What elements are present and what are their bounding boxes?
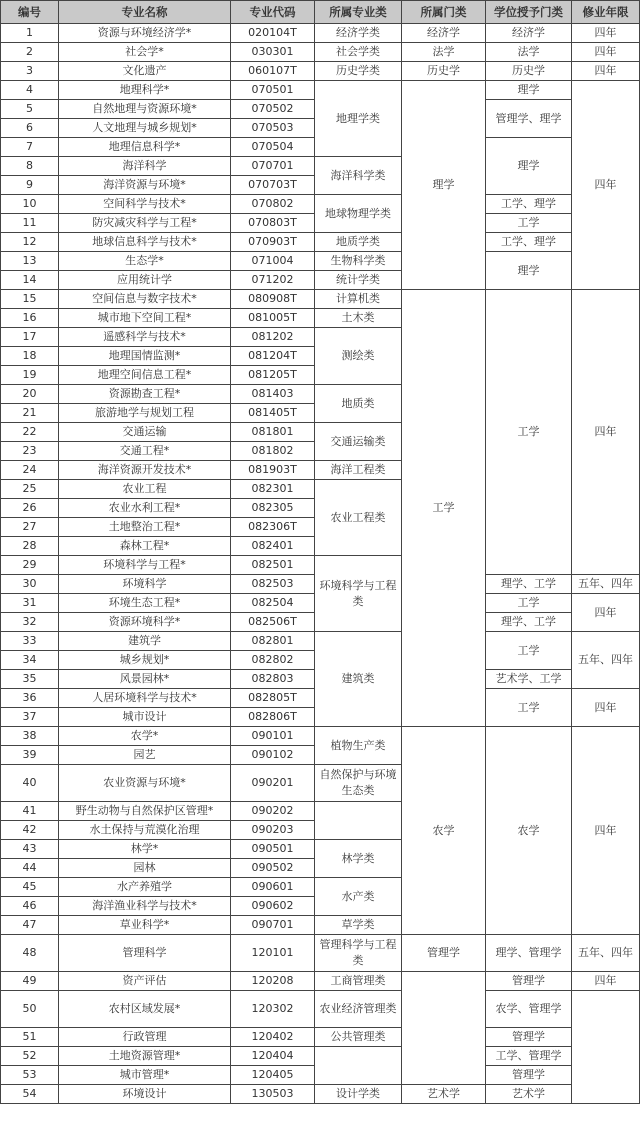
degree-category-merged-cell: 理学: [486, 81, 572, 100]
header-major-class: 所属专业类: [315, 1, 402, 24]
major-name-cell: 自然地理与资源环境*: [59, 100, 231, 119]
major-code-cell: 090501: [231, 840, 315, 859]
row-index-cell: 4: [1, 81, 59, 100]
category-merged-cell: 理学: [402, 81, 486, 290]
major-name-cell: 林学*: [59, 840, 231, 859]
major-name-cell: 城市地下空间工程*: [59, 309, 231, 328]
major-code-cell: 070703T: [231, 176, 315, 195]
table-header: [1, 1, 640, 24]
duration-merged-cell: 四年: [572, 81, 640, 290]
major-code-cell: 120402: [231, 1028, 315, 1047]
major-class-merged-cell: 地球物理学类: [315, 195, 402, 233]
major-class-merged-cell: 计算机类: [315, 290, 402, 309]
major-class-merged-cell: 自然保护与环境生态类: [315, 765, 402, 802]
row-index-cell: 49: [1, 972, 59, 991]
row-index-cell: 16: [1, 309, 59, 328]
major-name-cell: 资产评估: [59, 972, 231, 991]
duration-merged-cell: 四年: [572, 689, 640, 727]
row-index-cell: 39: [1, 746, 59, 765]
row-index-cell: 45: [1, 878, 59, 897]
major-name-cell: 海洋科学: [59, 157, 231, 176]
table-row: [1, 972, 640, 991]
major-name-cell: 土地资源管理*: [59, 1047, 231, 1066]
major-code-cell: 081205T: [231, 366, 315, 385]
row-index-cell: 1: [1, 24, 59, 43]
major-code-cell: 070701: [231, 157, 315, 176]
major-class-merged-cell: 林学类: [315, 840, 402, 878]
degree-category-merged-cell: 管理学: [486, 1028, 572, 1047]
header-duration: 修业年限: [572, 1, 640, 24]
duration-merged-cell: 四年: [572, 972, 640, 991]
major-name-cell: 野生动物与自然保护区管理*: [59, 802, 231, 821]
degree-category-cell: 经济学: [486, 24, 572, 43]
header-degree-category: 学位授予门类: [486, 1, 572, 24]
row-index-cell: 33: [1, 632, 59, 651]
major-class-merged-cell: 公共管理类: [315, 1028, 402, 1047]
major-class-merged-cell: 地质类: [315, 385, 402, 423]
major-code-cell: 020104T: [231, 24, 315, 43]
major-class-merged-cell: 工商管理类: [315, 972, 402, 991]
major-code-cell: 082802: [231, 651, 315, 670]
table-row: [1, 62, 640, 81]
row-index-cell: 51: [1, 1028, 59, 1047]
row-index-cell: 30: [1, 575, 59, 594]
major-name-cell: 环境科学与工程*: [59, 556, 231, 575]
major-name-cell: 交通工程*: [59, 442, 231, 461]
row-index-cell: 13: [1, 252, 59, 271]
major-code-cell: 060107T: [231, 62, 315, 81]
major-name-cell: 人文地理与城乡规划*: [59, 119, 231, 138]
major-code-cell: 071202: [231, 271, 315, 290]
row-index-cell: 38: [1, 727, 59, 746]
major-code-cell: 120405: [231, 1066, 315, 1085]
table-row: [1, 1047, 640, 1066]
major-class-merged-cell: 海洋工程类: [315, 461, 402, 480]
major-name-cell: 农业资源与环境*: [59, 765, 231, 802]
header-major-code: 专业代码: [231, 1, 315, 24]
degree-category-merged-cell: 管理学: [486, 1066, 572, 1085]
major-code-cell: 090701: [231, 916, 315, 935]
table-row: [1, 935, 640, 972]
major-name-cell: 行政管理: [59, 1028, 231, 1047]
degree-category-merged-cell: 理学: [486, 138, 572, 195]
major-name-cell: 地球信息科学与技术*: [59, 233, 231, 252]
major-code-cell: 071004: [231, 252, 315, 271]
row-index-cell: 6: [1, 119, 59, 138]
major-name-cell: 防灾减灾科学与工程*: [59, 214, 231, 233]
degree-category-merged-cell: 管理学、理学: [486, 100, 572, 138]
major-name-cell: 水产养殖学: [59, 878, 231, 897]
major-class-merged-cell: 农业经济管理类: [315, 991, 402, 1028]
major-name-cell: 城乡规划*: [59, 651, 231, 670]
row-index-cell: 21: [1, 404, 59, 423]
major-class-merged-cell: 环境科学与工程类: [315, 556, 402, 632]
row-index-cell: 24: [1, 461, 59, 480]
row-index-cell: 23: [1, 442, 59, 461]
major-code-cell: 090602: [231, 897, 315, 916]
major-name-cell: 森林工程*: [59, 537, 231, 556]
row-index-cell: 11: [1, 214, 59, 233]
degree-category-merged-cell: 农学: [486, 727, 572, 935]
major-name-cell: 城市设计: [59, 708, 231, 727]
major-class-merged-cell: 生物科学类: [315, 252, 402, 271]
major-code-cell: 120101: [231, 935, 315, 972]
major-code-cell: 082506T: [231, 613, 315, 632]
major-name-cell: 农业工程: [59, 480, 231, 499]
major-name-cell: 管理科学: [59, 935, 231, 972]
degree-category-merged-cell: 工学、理学: [486, 195, 572, 214]
major-name-cell: 人居环境科学与技术*: [59, 689, 231, 708]
major-code-cell: 070502: [231, 100, 315, 119]
table-row: [1, 632, 640, 651]
duration-merged-cell: 五年、四年: [572, 632, 640, 689]
degree-category-cell: 历史学: [486, 62, 572, 81]
row-index-cell: 28: [1, 537, 59, 556]
row-index-cell: 3: [1, 62, 59, 81]
major-code-cell: 070503: [231, 119, 315, 138]
duration-merged-cell: 五年、四年: [572, 935, 640, 972]
major-name-cell: 农村区域发展*: [59, 991, 231, 1028]
row-index-cell: 41: [1, 802, 59, 821]
degree-category-merged-cell: 理学、工学: [486, 613, 572, 632]
major-class-merged-cell: 草学类: [315, 916, 402, 935]
major-code-cell: 082401: [231, 537, 315, 556]
major-class-merged-cell: 设计学类: [315, 1085, 402, 1104]
major-class-merged-cell: 测绘类: [315, 328, 402, 385]
major-code-cell: 082305: [231, 499, 315, 518]
duration-merged-cell: 四年: [572, 727, 640, 935]
duration-merged-cell: 四年: [572, 290, 640, 575]
row-index-cell: 29: [1, 556, 59, 575]
category-cell: 历史学: [402, 62, 486, 81]
degree-category-merged-cell: 工学: [486, 689, 572, 727]
row-index-cell: 54: [1, 1085, 59, 1104]
table-row: [1, 43, 640, 62]
table-row: [1, 24, 640, 43]
major-name-cell: 环境科学: [59, 575, 231, 594]
major-code-cell: 070903T: [231, 233, 315, 252]
degree-category-merged-cell: 理学: [486, 252, 572, 290]
row-index-cell: 20: [1, 385, 59, 404]
major-code-cell: 120302: [231, 991, 315, 1028]
table-row: [1, 195, 640, 214]
major-code-cell: 070802: [231, 195, 315, 214]
degree-category-merged-cell: 工学、理学: [486, 233, 572, 252]
category-merged-cell: 管理学: [402, 935, 486, 972]
major-name-cell: 地理空间信息工程*: [59, 366, 231, 385]
major-code-cell: 082503: [231, 575, 315, 594]
major-code-cell: 081403: [231, 385, 315, 404]
category-cell: 经济学: [402, 24, 486, 43]
table-row: [1, 290, 640, 309]
major-name-cell: 海洋资源与环境*: [59, 176, 231, 195]
major-name-cell: 土地整治工程*: [59, 518, 231, 537]
major-code-cell: 030301: [231, 43, 315, 62]
major-code-cell: 081405T: [231, 404, 315, 423]
degree-category-merged-cell: 管理学: [486, 972, 572, 991]
major-code-cell: 090202: [231, 802, 315, 821]
major-code-cell: 070803T: [231, 214, 315, 233]
row-index-cell: 27: [1, 518, 59, 537]
table-row: [1, 81, 640, 100]
row-index-cell: 18: [1, 347, 59, 366]
major-name-cell: 地理科学*: [59, 81, 231, 100]
category-cell: 法学: [402, 43, 486, 62]
duration-merged-cell: [572, 991, 640, 1104]
major-name-cell: 交通运输: [59, 423, 231, 442]
major-class-cell: 历史学类: [315, 62, 402, 81]
row-index-cell: 43: [1, 840, 59, 859]
major-class-merged-cell: [315, 1047, 402, 1085]
table-row: [1, 1028, 640, 1047]
degree-category-merged-cell: 艺术学、工学: [486, 670, 572, 689]
row-index-cell: 26: [1, 499, 59, 518]
major-name-cell: 园艺: [59, 746, 231, 765]
table-row: [1, 252, 640, 271]
row-index-cell: 37: [1, 708, 59, 727]
row-index-cell: 32: [1, 613, 59, 632]
row-index-cell: 47: [1, 916, 59, 935]
major-name-cell: 建筑学: [59, 632, 231, 651]
degree-category-merged-cell: 工学: [486, 214, 572, 233]
major-class-merged-cell: 农业工程类: [315, 480, 402, 556]
major-code-cell: 081202: [231, 328, 315, 347]
row-index-cell: 7: [1, 138, 59, 157]
degree-category-merged-cell: 农学、管理学: [486, 991, 572, 1028]
row-index-cell: 25: [1, 480, 59, 499]
major-name-cell: 环境设计: [59, 1085, 231, 1104]
table-row: [1, 1085, 640, 1104]
degree-category-merged-cell: 理学、管理学: [486, 935, 572, 972]
major-code-cell: 082501: [231, 556, 315, 575]
major-code-cell: 082803: [231, 670, 315, 689]
table-body: [1, 24, 640, 1104]
major-code-cell: 090102: [231, 746, 315, 765]
major-class-merged-cell: 统计学类: [315, 271, 402, 290]
major-code-cell: 120404: [231, 1047, 315, 1066]
major-name-cell: 资源勘查工程*: [59, 385, 231, 404]
major-name-cell: 社会学*: [59, 43, 231, 62]
row-index-cell: 19: [1, 366, 59, 385]
row-index-cell: 35: [1, 670, 59, 689]
degree-category-merged-cell: 艺术学: [486, 1085, 572, 1104]
major-name-cell: 应用统计学: [59, 271, 231, 290]
major-name-cell: 草业科学*: [59, 916, 231, 935]
major-name-cell: 农业水利工程*: [59, 499, 231, 518]
table-row: [1, 233, 640, 252]
major-class-merged-cell: 管理科学与工程类: [315, 935, 402, 972]
duration-cell: 四年: [572, 24, 640, 43]
major-class-merged-cell: [315, 802, 402, 840]
major-code-cell: 081204T: [231, 347, 315, 366]
header-index: 编号: [1, 1, 59, 24]
major-code-cell: 090502: [231, 859, 315, 878]
major-code-cell: 081903T: [231, 461, 315, 480]
major-code-cell: 080908T: [231, 290, 315, 309]
major-name-cell: 地理信息科学*: [59, 138, 231, 157]
degree-category-merged-cell: 工学、管理学: [486, 1047, 572, 1066]
major-class-merged-cell: 海洋科学类: [315, 157, 402, 195]
duration-cell: 四年: [572, 43, 640, 62]
major-class-cell: 经济学类: [315, 24, 402, 43]
major-class-merged-cell: 水产类: [315, 878, 402, 916]
major-code-cell: 090203: [231, 821, 315, 840]
row-index-cell: 12: [1, 233, 59, 252]
major-code-cell: 090201: [231, 765, 315, 802]
major-name-cell: 地理国情监测*: [59, 347, 231, 366]
major-name-cell: 空间信息与数字技术*: [59, 290, 231, 309]
row-index-cell: 44: [1, 859, 59, 878]
major-name-cell: 园林: [59, 859, 231, 878]
row-index-cell: 42: [1, 821, 59, 840]
major-name-cell: 遥感科学与技术*: [59, 328, 231, 347]
degree-category-merged-cell: 理学、工学: [486, 575, 572, 594]
major-class-merged-cell: 植物生产类: [315, 727, 402, 765]
duration-cell: 四年: [572, 62, 640, 81]
major-class-merged-cell: 交通运输类: [315, 423, 402, 461]
degree-category-merged-cell: 工学: [486, 594, 572, 613]
major-code-cell: 070504: [231, 138, 315, 157]
major-code-cell: 081802: [231, 442, 315, 461]
header-category: 所属门类: [402, 1, 486, 24]
major-code-cell: 081005T: [231, 309, 315, 328]
major-name-cell: 环境生态工程*: [59, 594, 231, 613]
row-index-cell: 22: [1, 423, 59, 442]
row-index-cell: 31: [1, 594, 59, 613]
category-merged-cell: 工学: [402, 290, 486, 727]
duration-merged-cell: 四年: [572, 594, 640, 632]
major-name-cell: 生态学*: [59, 252, 231, 271]
row-index-cell: 8: [1, 157, 59, 176]
row-index-cell: 10: [1, 195, 59, 214]
major-class-cell: 社会学类: [315, 43, 402, 62]
major-class-merged-cell: 土木类: [315, 309, 402, 328]
category-merged-cell: 农学: [402, 727, 486, 935]
major-code-cell: 082801: [231, 632, 315, 651]
row-index-cell: 52: [1, 1047, 59, 1066]
major-name-cell: 海洋资源开发技术*: [59, 461, 231, 480]
major-name-cell: 城市管理*: [59, 1066, 231, 1085]
row-index-cell: 17: [1, 328, 59, 347]
major-code-cell: 082806T: [231, 708, 315, 727]
major-code-cell: 082306T: [231, 518, 315, 537]
row-index-cell: 46: [1, 897, 59, 916]
major-name-cell: 资源环境科学*: [59, 613, 231, 632]
major-code-cell: 081801: [231, 423, 315, 442]
major-code-cell: 082301: [231, 480, 315, 499]
major-name-cell: 空间科学与技术*: [59, 195, 231, 214]
row-index-cell: 14: [1, 271, 59, 290]
row-index-cell: 2: [1, 43, 59, 62]
row-index-cell: 9: [1, 176, 59, 195]
row-index-cell: 53: [1, 1066, 59, 1085]
category-merged-cell: 艺术学: [402, 1085, 486, 1104]
major-name-cell: 旅游地学与规划工程: [59, 404, 231, 423]
header-major-name: 专业名称: [59, 1, 231, 24]
row-index-cell: 50: [1, 991, 59, 1028]
table-row: [1, 727, 640, 746]
major-code-cell: 130503: [231, 1085, 315, 1104]
row-index-cell: 15: [1, 290, 59, 309]
major-class-merged-cell: 建筑类: [315, 632, 402, 727]
major-code-cell: 120208: [231, 972, 315, 991]
major-name-cell: 资源与环境经济学*: [59, 24, 231, 43]
major-code-cell: 090601: [231, 878, 315, 897]
duration-merged-cell: 五年、四年: [572, 575, 640, 594]
degree-category-cell: 法学: [486, 43, 572, 62]
major-name-cell: 农学*: [59, 727, 231, 746]
major-name-cell: 水土保持与荒漠化治理: [59, 821, 231, 840]
major-code-cell: 090101: [231, 727, 315, 746]
category-merged-cell: [402, 972, 486, 1085]
row-index-cell: 40: [1, 765, 59, 802]
row-index-cell: 36: [1, 689, 59, 708]
major-name-cell: 文化遗产: [59, 62, 231, 81]
table-row: [1, 991, 640, 1028]
row-index-cell: 48: [1, 935, 59, 972]
major-code-cell: 082504: [231, 594, 315, 613]
major-class-merged-cell: 地理学类: [315, 81, 402, 157]
major-code-cell: 070501: [231, 81, 315, 100]
degree-category-merged-cell: 工学: [486, 632, 572, 670]
major-name-cell: 风景园林*: [59, 670, 231, 689]
row-index-cell: 34: [1, 651, 59, 670]
major-name-cell: 海洋渔业科学与技术*: [59, 897, 231, 916]
degree-category-merged-cell: 工学: [486, 290, 572, 575]
row-index-cell: 5: [1, 100, 59, 119]
major-code-cell: 082805T: [231, 689, 315, 708]
major-class-merged-cell: 地质学类: [315, 233, 402, 252]
